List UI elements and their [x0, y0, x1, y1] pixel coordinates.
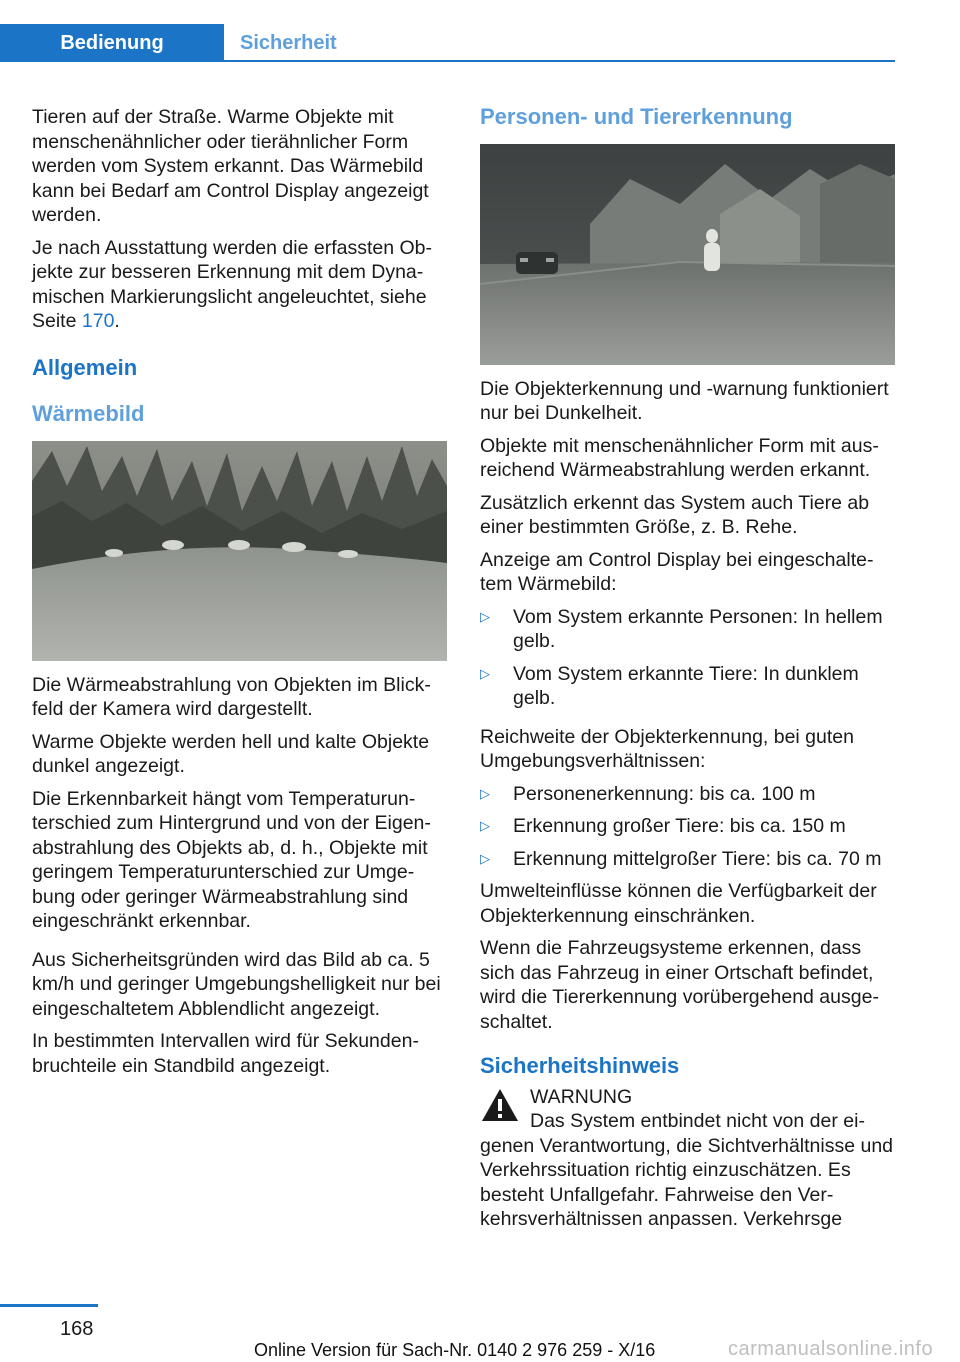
subsection-heading-detection: Personen- und Tiererkennung	[480, 104, 793, 129]
list-item	[480, 782, 895, 807]
list-item-text: Erkennung großer Tiere: bis ca. 150 m	[513, 815, 846, 837]
section-heading-general: Allgemein	[32, 354, 138, 380]
paragraph: Aus Sicherheitsgründen wird das Bild ab ca. 5 km/h und geringer Umgebungshelligkeit nur bei eingeschaltetem Abblendlicht angezeigt.	[32, 948, 441, 1020]
list-item	[480, 662, 895, 711]
thermal-image-person	[480, 144, 895, 365]
range-bullet-list	[480, 782, 895, 872]
paragraph: Warme Objekte werden hell und kalte Objekte dunkel angezeigt.	[32, 730, 430, 777]
left-column	[32, 105, 447, 1086]
online-version-note: Online Version für Sach-Nr. 0140 2 976 259 - X/16	[254, 1340, 656, 1360]
watermark: carmanualsonline.info	[728, 1338, 934, 1360]
page-number: 168	[60, 1318, 94, 1340]
triangle-bullet-icon: ▷	[480, 608, 490, 624]
triangle-bullet-icon: ▷	[480, 665, 490, 681]
page-footer	[0, 1300, 960, 1362]
paragraph: Zusätzlich erkennt das System auch Tiere ab einer bestimmten Größe, z. B. Rehe.	[480, 491, 870, 538]
list-item	[480, 605, 895, 654]
triangle-bullet-icon: ▷	[480, 818, 490, 833]
tab-sicherheit[interactable]: Sicherheit	[240, 32, 337, 54]
paragraph: Wenn die Fahrzeugsysteme erkennen, dass sich das Fahrzeug in einer Ortschaft befindet, wird die Tiererkennung vorübergehend ausgeschaltet.	[480, 937, 879, 1033]
paragraph: Umwelteinflüsse können die Verfügbarkeit der Objekterkennung einschränken.	[480, 880, 877, 927]
text: Je nach Ausstattung werden die erfassten Objekte zur besseren Erkennung mit dem Dynamischen Markierungslicht angeleuchtet, siehe Seite	[32, 236, 432, 332]
warning-box	[480, 1085, 895, 1232]
paragraph: Reichweite der Objekterkennung, bei guten Umgebungsverhältnissen:	[480, 725, 854, 772]
chapter-tabs	[0, 24, 895, 62]
paragraph: Anzeige am Control Display bei eingeschaltetem Wärmebild:	[480, 548, 874, 595]
paragraph: Die Erkennbarkeit hängt vom Temperaturunterschied zum Hintergrund und von der Eigenabstrahlung des Objekts ab, d. h., Objekte mit geringem Temperaturunterschied zur Umgebung oder geringer Wärmeabstrahlung sind eingeschränkt erkennbar.	[32, 787, 431, 932]
section-heading-safety: Sicherheitshinweis	[480, 1053, 680, 1078]
list-item-text: Erkennung mittelgroßer Tiere: bis ca. 70 m	[513, 847, 882, 870]
display-bullet-list	[480, 605, 895, 711]
paragraph: Die Objekterkennung und -warnung funktioniert nur bei Dunkelheit.	[480, 377, 889, 424]
list-item-text: Vom System erkannte Personen: In hellem gelb.	[513, 605, 883, 652]
thermal-image-animals	[32, 441, 447, 661]
warning-text: Das System entbindet nicht von der eigenen Verantwortung, die Sichtverhältnisse und Verkehrssituation richtig einzuschätzen. Es besteht Unfallgefahr. Fahrweise den Verkehrsverhältnissen anpassen. Verkehrsge	[480, 1110, 894, 1230]
paragraph: In bestimmten Intervallen wird für Sekundenbruchteile ein Standbild angezeigt.	[32, 1030, 419, 1077]
header-divider	[0, 60, 895, 62]
right-column	[480, 105, 895, 1232]
text: .	[114, 310, 120, 332]
triangle-bullet-icon: ▷	[480, 850, 490, 866]
list-item	[480, 847, 895, 872]
list-item-text: Vom System erkannte Tiere: In dunklem gelb.	[513, 662, 859, 709]
list-item-text: Personenerkennung: bis ca. 100 m	[513, 782, 816, 805]
list-item	[480, 814, 895, 839]
paragraph	[32, 236, 447, 334]
triangle-bullet-icon: ▷	[480, 785, 490, 801]
paragraph: Die Wärmeabstrahlung von Objekten im Blickfeld der Kamera wird dargestellt.	[32, 673, 431, 720]
paragraph: Objekte mit menschenähnlicher Form mit ausreichend Wärmeabstrahlung werden erkannt.	[480, 434, 879, 481]
warning-triangle-icon	[480, 1087, 520, 1130]
page-link[interactable]: 170	[81, 310, 115, 332]
warning-title: WARNUNG	[530, 1085, 633, 1108]
thermal-image-svg	[480, 144, 895, 365]
paragraph: Tieren auf der Straße. Warme Objekte mit menschenähnlicher oder tierähnlicher Form werden vom System erkannt. Das Wärmebild kann bei Bedarf am Control Display angezeigt werden.	[32, 106, 429, 226]
tab-bedienung[interactable]: Bedienung	[0, 24, 224, 62]
subsection-heading-thermal: Wärmebild	[32, 401, 145, 426]
thermal-image-svg	[32, 441, 447, 661]
footer-divider	[0, 1304, 98, 1307]
